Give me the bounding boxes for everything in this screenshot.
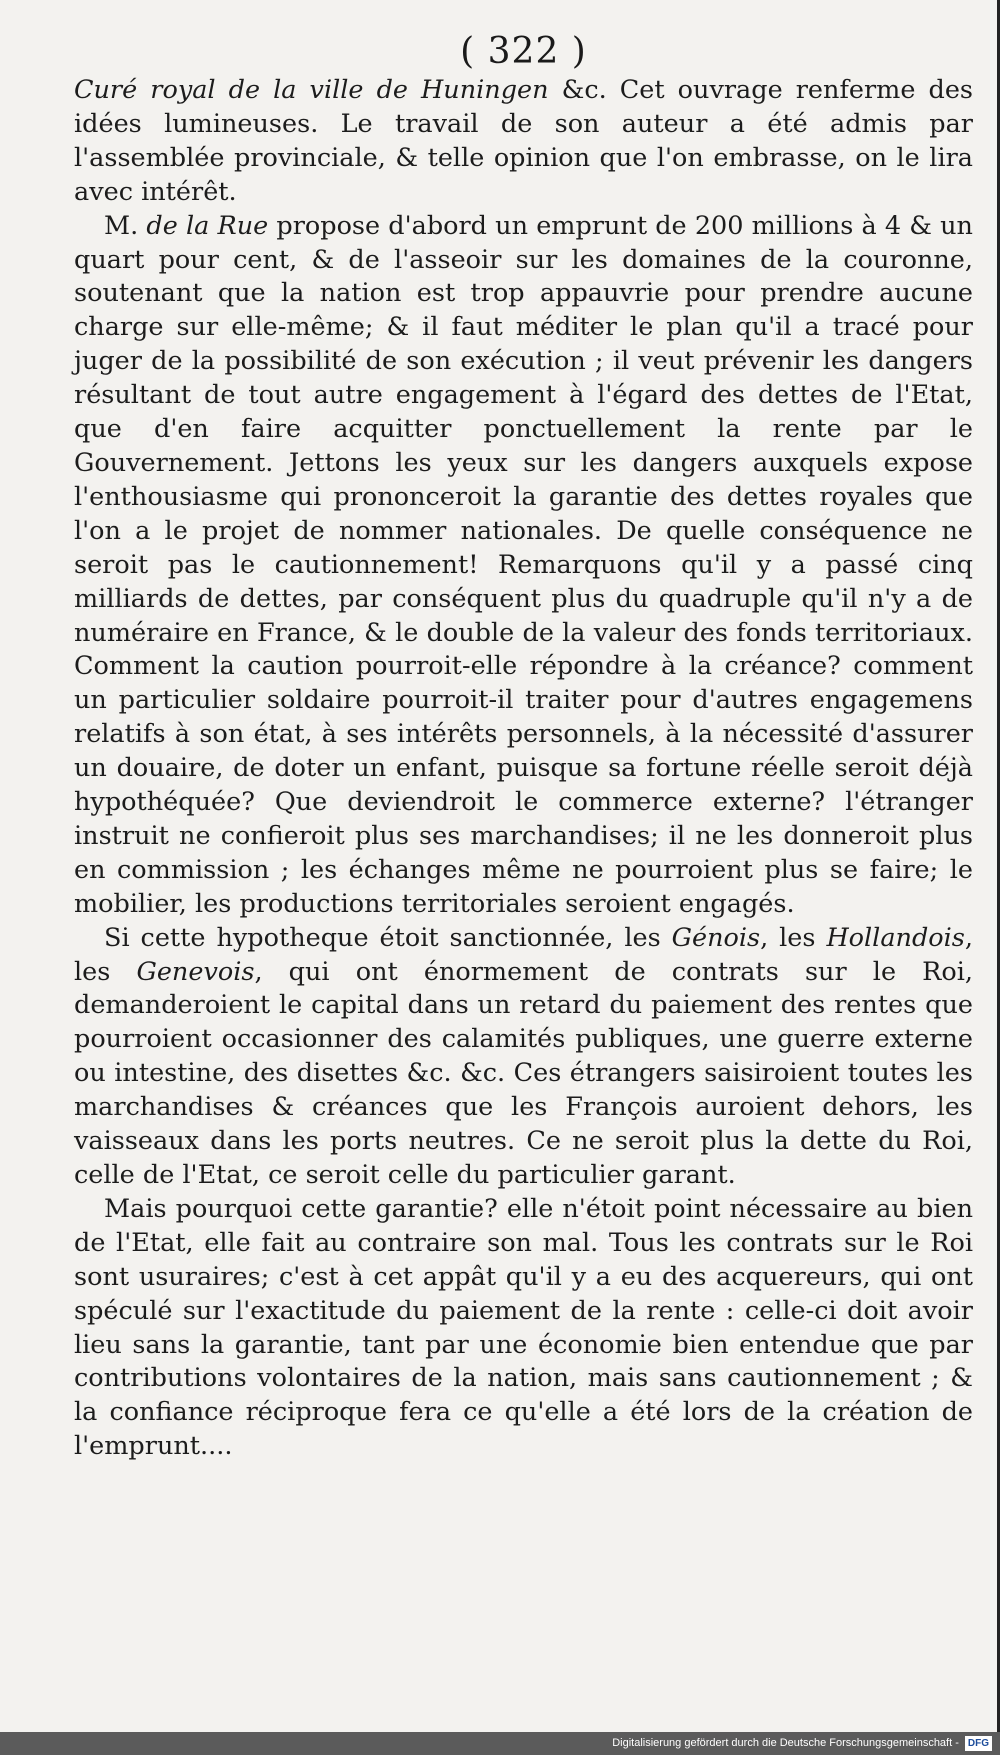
digitization-credit (612, 1733, 992, 1753)
page-number: ( 322 ) (460, 31, 587, 72)
text-segment: Hollandois (826, 922, 965, 953)
text-segment: Si cette hypotheque étoit sanctionnée, les (104, 922, 672, 953)
text-segment: Genevois (136, 956, 255, 987)
text-segment: Mais pourquoi cette garantie? elle n'étoit point nécessaire au bien de l'Etat, elle fait au contraire son mal. Tous les contrats sur le Roi sont usuraires; c'est à cet appât qu'il y a eu des acquereurs, qui ont spéculé sur l'exactitude du paiement de la rente : celle-ci doit avoir lieu sans la garantie, tant par une économie bien entendue que par contributions volontaires de la nation, mais sans cautionnement ; & la confiance réciproque fera ce qu'elle a été lors de la création de l'emprunt.... (74, 1193, 973, 1462)
paragraph-4 (74, 1193, 973, 1464)
text-segment: &c. Cet ouvrage renferme des idées lumineuses. Le travail de son auteur a été admis par l'assemblée provinciale, & telle opinion que l'on embrasse, on le lira avec intérêt. (74, 75, 973, 207)
text-segment: M. (104, 210, 147, 241)
text-segment: , les (74, 922, 973, 987)
dfg-logo: DFG (965, 1736, 992, 1751)
paragraph-3 (74, 922, 973, 1193)
text-segment: propose d'abord un emprunt de 200 millions à 4 & un quart pour cent, & de l'asseoir sur les domaines de la couronne, soutenant que la nation est trop appauvrie pour prendre aucune charge sur elle-même; & il faut méditer le plan qu'il a tracé pour juger de la possibilité de son exécution ; il veut prévenir les dangers résultant de tout autre engagement à l'égard des dettes de l'Etat, que d'en faire acquitter ponctuellement la rente par le Gouvernement. Jettons les yeux sur les dangers auxquels expose l'enthousiasme qui prononceroit la garantie des dettes royales que l'on a le projet de nommer nationales. De quelle conséquence ne seroit pas le cautionnement! Remarquons qu'il y a passé cinq milliards de dettes, par conséquent plus du quadruple qu'il n'y a de numéraire en France, & le double de la valeur des fonds territoriaux. Comment la caution pourroit-elle répondre à la créance? comment un particulier soldaire pourroit-il traiter pour d'autres engagemens relatifs à son état, à ses intérêts personnels, à la nécessité d'assurer un douaire, de doter un enfant, puisque sa fortune réelle seroit déjà hypothéquée? Que deviendroit le commerce externe? l'étranger instruit ne confieroit plus ses marchandises; il ne les donneroit plus en commission ; les échanges même ne pourroient plus se faire; le mobilier, les productions territoriales seroient engagés. (74, 210, 973, 919)
body-text (74, 74, 973, 1464)
text-segment: , les (760, 922, 827, 953)
text-segment: Curé royal de la ville de Huningen (74, 75, 549, 105)
text-segment: , qui ont énormement de contrats sur le Roi, demanderoient le capital dans un retard du paiement des rentes que pourroient occasionner des calamités publiques, une guerre externe ou intestine, des disettes &c. &c. Ces étrangers saisiroient toutes les marchandises & créances que les François auroient dehors, les vaisseaux dans les ports neutres. Ce ne seroit plus la dette du Roi, celle de l'Etat, ce seroit celle du particulier garant. (74, 956, 973, 1190)
paragraph-2 (74, 210, 973, 922)
text-segment: de la Rue (146, 210, 269, 241)
text-segment: Génois (671, 922, 761, 953)
paragraph-1 (74, 74, 973, 210)
credit-text: Digitalisierung gefördert durch die Deutsche Forschungsgemeinschaft - (612, 1737, 959, 1749)
